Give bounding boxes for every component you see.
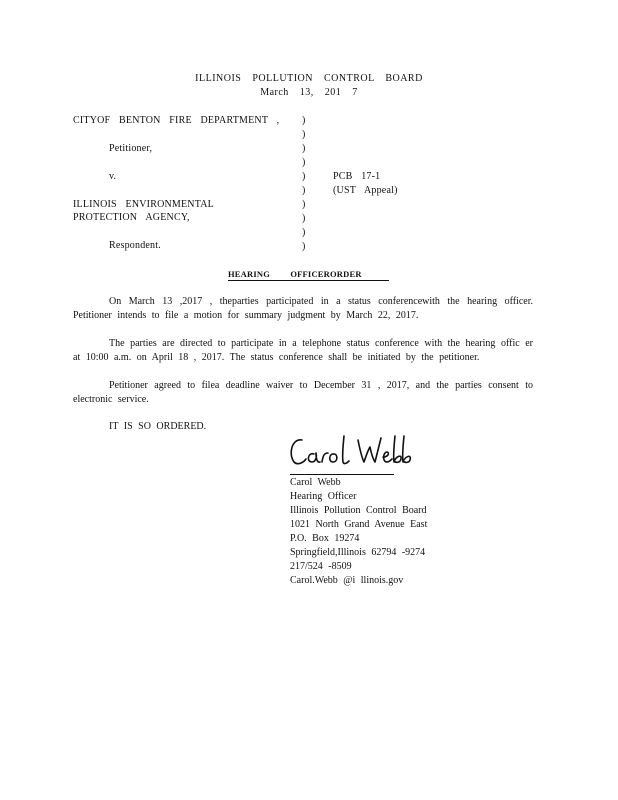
paragraph-status-conference: On March 13 ,2017 , theparties participated in a status conferencewith the hearing officer. Petitioner intends to file a motion for summary judgment by March 22, 2017. — [73, 296, 533, 321]
so-ordered: IT IS SO ORDERED. — [109, 421, 207, 432]
signer-phone: 217/524 -8509 — [290, 561, 352, 572]
signer-address-line1: 1021 North Grand Avenue East — [290, 519, 428, 530]
paren: ) — [302, 227, 306, 238]
signature-block — [290, 476, 427, 588]
paren: ) — [302, 213, 306, 224]
signer-city: Springfield,Illinois 62794 -9274 — [290, 547, 426, 558]
signer-address-line2: P.O. Box 19274 — [290, 533, 360, 544]
paren: ) — [302, 115, 306, 126]
signer-organization: Illinois Pollution Control Board — [290, 505, 427, 516]
paren: ) — [302, 157, 306, 168]
case-number: PCB 17-1 — [333, 171, 381, 182]
defendant-role: Respondent. — [109, 240, 161, 251]
versus-label: v. — [109, 171, 117, 182]
paragraph-telephone-conference: The parties are directed to participate in a telephone status conference with the hearing offic er at 10:00 a.m. on April 18 , 2017. The status conference shall be initiated by the petitioner. — [73, 338, 533, 363]
case-type: (UST Appeal) — [333, 185, 398, 196]
handwritten-signature — [286, 432, 416, 474]
signature-line — [290, 474, 394, 475]
paragraph-waiver: Petitioner agreed to filea deadline waiver to December 31 , 2017, and the parties consent to electronic service. — [73, 380, 533, 405]
paren: ) — [302, 241, 306, 252]
paren: ) — [302, 199, 306, 210]
order-date: March 13, 201 7 — [260, 87, 358, 98]
board-name: ILLINOIS POLLUTION CONTROL BOARD — [195, 73, 423, 84]
signer-name: Carol Webb — [290, 477, 341, 488]
plaintiff-role: Petitioner, — [109, 143, 153, 154]
paren: ) — [302, 185, 306, 196]
caption-parentheses — [302, 114, 305, 254]
paren: ) — [302, 143, 306, 154]
paren: ) — [302, 129, 306, 140]
defendant-name-line1: ILLINOIS ENVIRONMENTAL — [73, 199, 214, 210]
order-title: HEARING OFFICERORDER — [228, 268, 389, 281]
paren: ) — [302, 171, 306, 182]
signer-title: Hearing Officer — [290, 491, 357, 502]
signer-email: Carol.Webb @i llinois.gov — [290, 575, 404, 586]
defendant-name-line2: PROTECTION AGENCY, — [73, 212, 190, 223]
plaintiff-name: CITYOF BENTON FIRE DEPARTMENT , — [73, 115, 280, 126]
